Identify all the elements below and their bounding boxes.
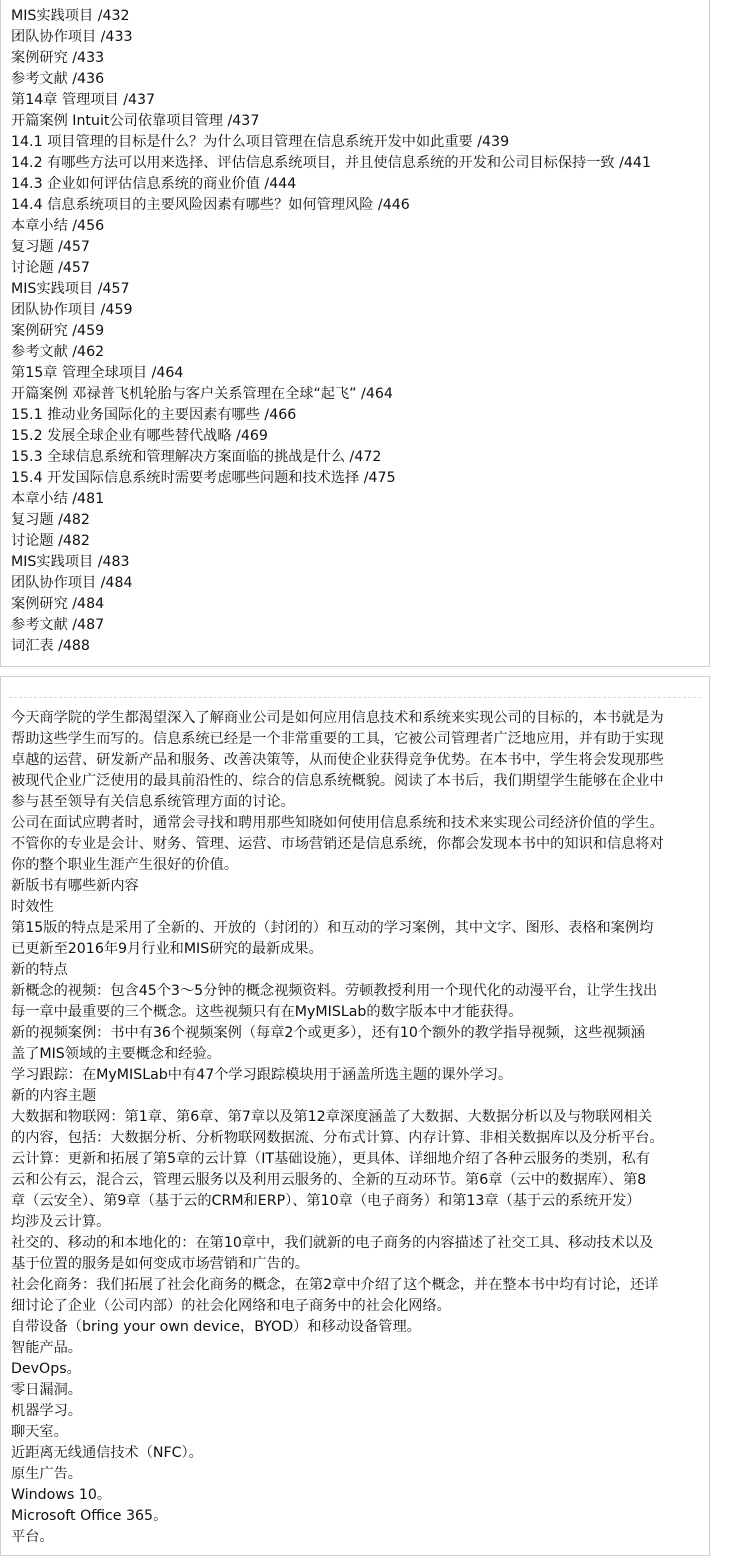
preface-line: 细讨论了企业（公司内部）的社会化网络和电子商务中的社会化网络。	[11, 1298, 451, 1314]
preface-line: 零日漏洞。	[11, 1382, 82, 1398]
toc-line: 词汇表 /488	[11, 638, 90, 654]
toc-line: 第15章 管理全球项目 /464	[11, 365, 184, 381]
preface-line: 帮助这些学生而写的。信息系统已经是一个非常重要的工具，它被公司管理者广泛地应用，并有助于实现	[11, 731, 664, 747]
preface-line: 新的内容主题	[11, 1088, 97, 1104]
preface-line: 新版书有哪些新内容	[11, 878, 139, 894]
preface-line: DevOps。	[11, 1361, 81, 1377]
toc-line: MIS实践项目 /432	[11, 8, 130, 24]
toc-line: 15.3 全球信息系统和管理解决方案面临的挑战是什么 /472	[11, 449, 382, 465]
toc-line: 15.1 推动业务国际化的主要因素有哪些 /466	[11, 407, 297, 423]
toc-line: 复习题 /457	[11, 239, 90, 255]
toc-line: 参考文献 /436	[11, 71, 105, 87]
preface-line: 已更新至2016年9月行业和MIS研究的最新成果。	[11, 941, 323, 957]
preface-line: 不管你的专业是会计、财务、管理、运营、市场营销还是信息系统，你都会发现本书中的知识和信息将对	[11, 836, 664, 852]
toc-line: 案例研究 /433	[11, 50, 105, 66]
preface-line: Microsoft Office 365。	[11, 1508, 168, 1524]
toc-line: 讨论题 /482	[11, 533, 90, 549]
toc-line: 开篇案例 邓禄普飞机轮胎与客户关系管理在全球“起飞” /464	[11, 386, 393, 402]
preface-line: 你的整个职业生涯产生很好的价值。	[11, 857, 239, 873]
preface-line: 章（云安全）、第9章（基于云的CRM和ERP）、第10章（电子商务）和第13章（基于云的系统开发）	[11, 1193, 641, 1209]
toc-line: 本章小结 /456	[11, 218, 105, 234]
toc-line: MIS实践项目 /457	[11, 281, 130, 297]
toc-line: 讨论题 /457	[11, 260, 90, 276]
preface-line: 均涉及云计算。	[11, 1214, 111, 1230]
toc-line: 参考文献 /462	[11, 344, 105, 360]
preface-line: 近距离无线通信技术（NFC）。	[11, 1445, 203, 1461]
preface-line: 社会化商务：我们拓展了社会化商务的概念，在第2章中介绍了这个概念，并在整本书中均有讨论，还详	[11, 1277, 659, 1293]
toc-line: 14.2 有哪些方法可以用来选择、评估信息系统项目，并且使信息系统的开发和公司目标保持一致 /441	[11, 155, 651, 171]
preface-line: 智能产品。	[11, 1340, 82, 1356]
toc-line: 14.3 企业如何评估信息系统的商业价值 /444	[11, 176, 297, 192]
preface-line: 云计算：更新和拓展了第5章的云计算（IT基础设施），更具体、详细地介绍了各种云服务的类别，私有	[11, 1151, 651, 1167]
preface-line: 时效性	[11, 899, 54, 915]
preface-line: 今天商学院的学生都渴望深入了解商业公司是如何应用信息技术和系统来实现公司的目标的，本书就是为	[11, 710, 664, 726]
toc-line: 14.4 信息系统项目的主要风险因素有哪些？如何管理风险 /446	[11, 197, 410, 213]
toc-panel	[0, 0, 710, 667]
toc-line: 团队协作项目 /484	[11, 575, 133, 591]
preface-line: 大数据和物联网：第1章、第6章、第7章以及第12章深度涵盖了大数据、大数据分析以及与物联网相关	[11, 1109, 653, 1125]
toc-line: 15.4 开发国际信息系统时需要考虑哪些问题和技术选择 /475	[11, 470, 396, 486]
toc-line: 开篇案例 Intuit公司依靠项目管理 /437	[11, 113, 260, 129]
preface-line: 基于位置的服务是如何变成市场营销和广告的。	[11, 1256, 309, 1272]
toc-line: 案例研究 /484	[11, 596, 105, 612]
toc-line: MIS实践项目 /483	[11, 554, 130, 570]
preface-line: 新的特点	[11, 962, 68, 978]
preface-line: 平台。	[11, 1529, 54, 1545]
preface-line: 新的视频案例：书中有36个视频案例（每章2个或更多），还有10个额外的教学指导视频，这些视频涵	[11, 1025, 645, 1041]
preface-line: 每一章中最重要的三个概念。这些视频只有在MyMISLab的数字版本中才能获得。	[11, 1004, 523, 1020]
preface-line: 盖了MIS领域的主要概念和经验。	[11, 1046, 221, 1062]
preface-line: 的内容，包括：大数据分析、分析物联网数据流、分布式计算、内存计算、非相关数据库以及分析平台。	[11, 1130, 664, 1146]
preface-line: 第15版的特点是采用了全新的、开放的（封闭的）和互动的学习案例，其中文字、图形、表格和案例均	[11, 920, 654, 936]
preface-line: 自带设备（bring your own device，BYOD）和移动设备管理。	[11, 1319, 421, 1335]
preface-line: 云和公有云，混合云，管理云服务以及利用云服务的、全新的互动环节。第6章（云中的数据库）、第8	[11, 1172, 647, 1188]
toc-line: 团队协作项目 /433	[11, 29, 133, 45]
preface-line: 被现代企业广泛使用的最具前沿性的、综合的信息系统概貌。阅读了本书后，我们期望学生能够在企业中	[11, 773, 664, 789]
preface-line: 学习跟踪：在MyMISLab中有47个学习跟踪模块用于涵盖所选主题的课外学习。	[11, 1067, 513, 1083]
preface-line: 聊天室。	[11, 1424, 68, 1440]
preface-line: 机器学习。	[11, 1403, 82, 1419]
preface-line: 参与甚至领导有关信息系统管理方面的讨论。	[11, 794, 295, 810]
toc-line: 案例研究 /459	[11, 323, 105, 339]
preface-line: 新概念的视频：包含45个3～5分钟的概念视频资料。劳顿教授利用一个现代化的动漫平台，让学生找出	[11, 983, 658, 999]
preface-line: Windows 10。	[11, 1487, 112, 1503]
dashed-divider	[9, 697, 701, 698]
preface-line: 社交的、移动的和本地化的：在第10章中，我们就新的电子商务的内容描述了社交工具、移动技术以及	[11, 1235, 654, 1251]
toc-line: 复习题 /482	[11, 512, 90, 528]
toc-line: 团队协作项目 /459	[11, 302, 133, 318]
toc-line: 14.1 项目管理的目标是什么？为什么项目管理在信息系统开发中如此重要 /439	[11, 134, 510, 150]
toc-line: 15.2 发展全球企业有哪些替代战略 /469	[11, 428, 268, 444]
preface-line: 公司在面试应聘者时，通常会寻找和聘用那些知晓如何使用信息系统和技术来实现公司经济价值的学生。	[11, 815, 664, 831]
toc-line: 参考文献 /487	[11, 617, 105, 633]
preface-line: 卓越的运营、研发新产品和服务、改善决策等，从而使企业获得竞争优势。在本书中，学生将会发现那些	[11, 752, 664, 768]
preface-panel	[0, 676, 710, 1556]
toc-line: 第14章 管理项目 /437	[11, 92, 156, 108]
preface-line: 原生广告。	[11, 1466, 82, 1482]
toc-line: 本章小结 /481	[11, 491, 105, 507]
